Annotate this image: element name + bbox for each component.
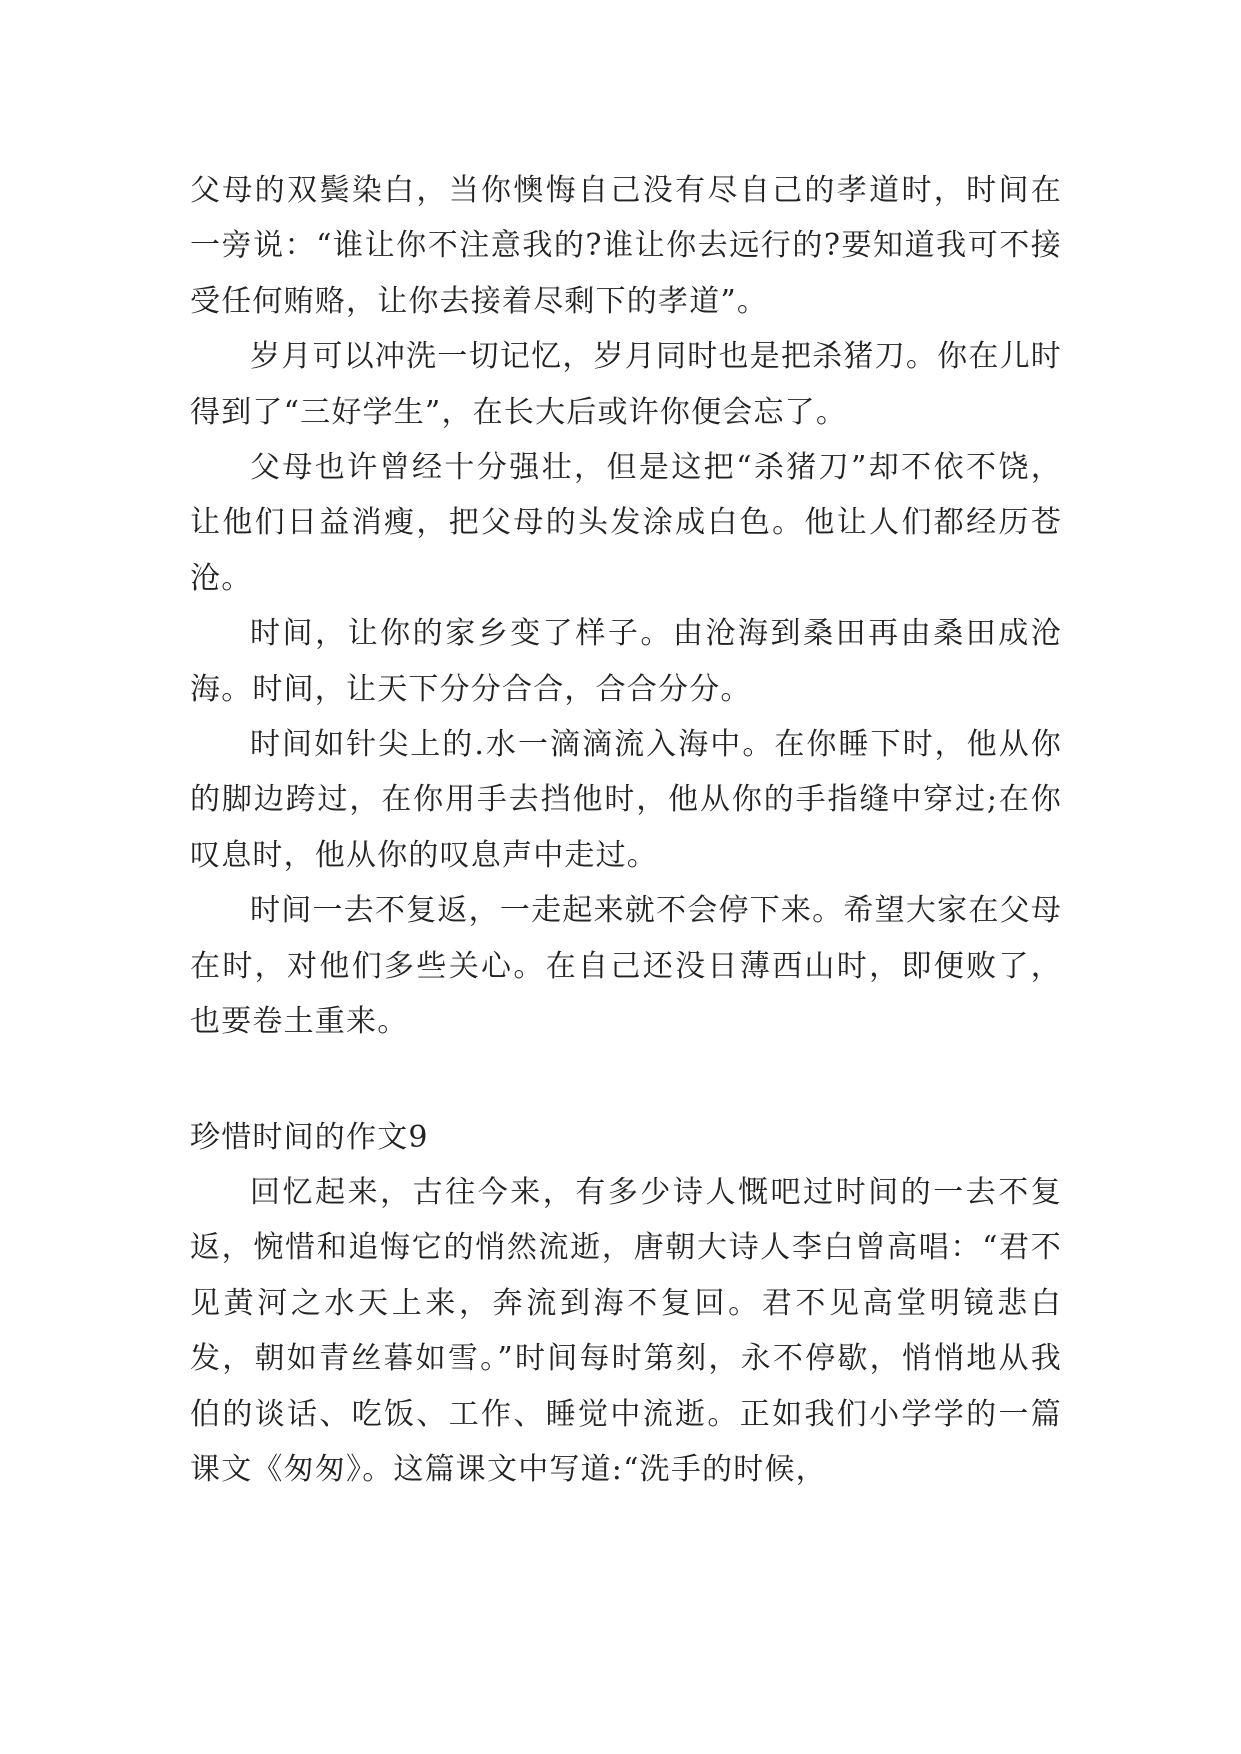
paragraph-recollection: 回忆起来，古往今来，有多少诗人慨吧过时间的一去不复返，惋惜和追悔它的悄然流逝，唐朝大诗人李白曾高唱：“君不见黄河之水天上来，奔流到海不复回。君不见高堂明镜悲白发，朝如青丝暮如雪。”时间每时第刻，永不停歇，悄悄地从我伯的谈话、吃饭、工作、睡觉中流逝。正如我们小学学的一篇课文《匆匆》。这篇课文中写道:“洗手的时候，: [190, 1174, 1062, 1487]
section-heading: 珍惜时间的作文9: [190, 1119, 429, 1155]
paragraph-parents-aging: 父母也许曾经十分强壮，但是这把“杀猪刀”却不依不饶，让他们日益消瘦，把父母的头发涂成白色。他让人们都经历苍沧。: [190, 450, 1062, 596]
paragraph-hometown-change: 时间，让你的家乡变了样子。由沧海到桑田再由桑田成沧海。时间，让天下分分合合，合合分分。: [190, 616, 1062, 707]
paragraph-filial-duty: 父母的双鬓染白，当你懊悔自己没有尽自己的孝道时，时间在一旁说：“谁让你不注意我的?谁让你去远行的?要知道我可不接受任何贿赂，让你去接着尽剩下的孝道”。: [190, 173, 1062, 319]
paragraph-time-never-returns: 时间一去不复返，一走起来就不会停下来。希望大家在父母在时，对他们多些关心。在自己还没日薄西山时，即便败了，也要卷土重来。: [190, 893, 1062, 1040]
document-body: [190, 163, 1062, 1497]
paragraph-time-flows: 时间如针尖上的.水一滴滴流入海中。在你睡下时，他从你的脚边跨过，在你用手去挡他时，他从你的手指缝中穿过;在你叹息时，他从你的叹息声中走过。: [190, 727, 1062, 873]
paragraph-years-memory: 岁月可以冲洗一切记忆，岁月同时也是把杀猪刀。你在儿时得到了“三好学生”，在长大后或许你便会忘了。: [190, 339, 1062, 430]
